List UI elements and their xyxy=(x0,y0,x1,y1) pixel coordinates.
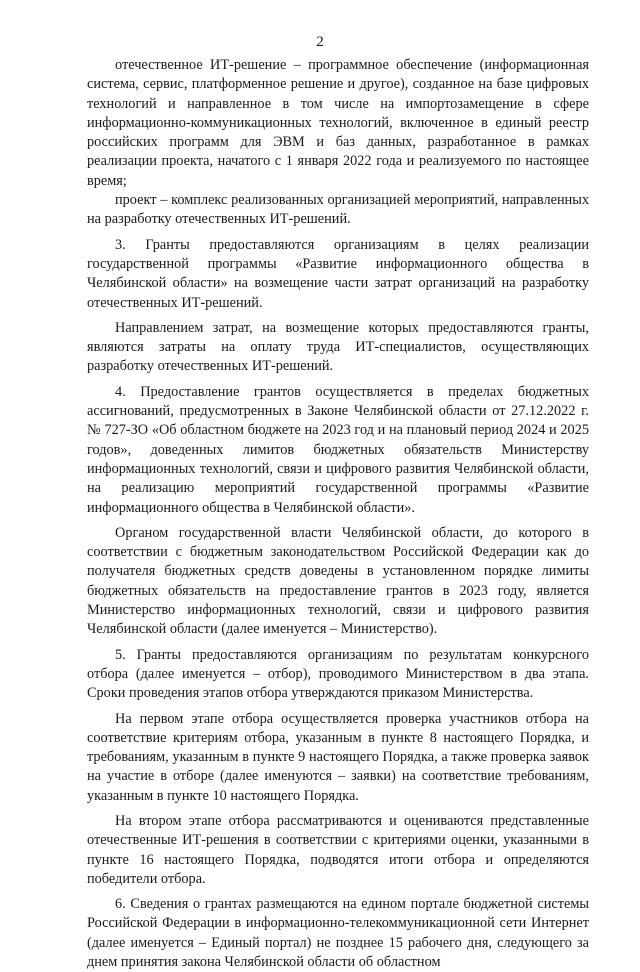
paragraph-authority: Органом государственной власти Челябинской области, до которого в соответствии с бюджетным законодательством Российской Федерации как до получателя бюджетных средств доведены в установленном порядке лимиты бюджетных обязательств на предоставление грантов в 2023 году, является Министерство информационных технологий, связи и цифрового развития Челябинской области (далее именуется – Министерство). xyxy=(87,524,589,638)
paragraph-item-3: 3. Гранты предоставляются организациям в целях реализации государственной программы «Развитие информационного общества в Челябинской области» на возмещение части затрат организаций на разработку отечественных ИТ-решений. xyxy=(87,236,589,311)
paragraph-first-stage: На первом этапе отбора осуществляется проверка участников отбора на соответствие критериям отбора, указанным в пункте 8 настоящего Порядка, и требованиям, указанным в пункте 9 настоящего Порядка, а также проверка заявок на участие в отборе (далее именуются – заявки) на соответствие требованиям, указанным в пункте 10 настоящего Порядка. xyxy=(87,710,589,804)
page-number: 2 xyxy=(316,34,324,50)
paragraph-definition-it-solution: отечественное ИТ-решение – программное обеспечение (информационная система, сервис, платформенное решение и другое), созданное на базе цифровых технологий и направленное в том числе на импортозамещение в сфере информационно-коммуникационных технологий, включенное в единый реестр российских программ для ЭВМ и баз данных, разработанное в рамках реализации проекта, начатого с 1 января 2022 года и реализуемого по настоящее время; xyxy=(87,57,589,189)
document-body xyxy=(87,56,589,972)
paragraph-item-6: 6. Сведения о грантах размещаются на едином портале бюджетной системы Российской Федерации в информационно-телекоммуникационной сети Интернет (далее именуется – Единый портал) не позднее 15 рабочего дня, следующего за днем принятия закона Челябинской области об областном xyxy=(87,896,589,971)
paragraph-definition-project: проект – комплекс реализованных организацией мероприятий, направленных на разработку отечественных ИТ-решений. xyxy=(87,192,589,228)
paragraph-item-5: 5. Гранты предоставляются организациям по результатам конкурсного отбора (далее именуется – отбор), проводимого Министерством в два этапа. Сроки проведения этапов отбора утверждаются приказом Министерства. xyxy=(87,646,589,702)
paragraph-second-stage: На втором этапе отбора рассматриваются и оцениваются представленные отечественные ИТ-решения в соответствии с критериями оценки, указанными в пункте 16 настоящего Порядка, подводятся итоги отбора и определяются победители отбора. xyxy=(87,812,589,887)
paragraph-cost-direction: Направлением затрат, на возмещение которых предоставляются гранты, являются затраты на оплату труда ИТ-специалистов, осуществляющих разработку отечественных ИТ-решений. xyxy=(87,319,589,375)
paragraph-item-4: 4. Предоставление грантов осуществляется в пределах бюджетных ассигнований, предусмотренных в Законе Челябинской области от 27.12.2022 г. № 727-ЗО «Об областном бюджете на 2023 год и на плановый период 2024 и 2025 годов», доведенных лимитов бюджетных обязательств Министерству информационных технологий, связи и цифрового развития Челябинской области, на реализацию мероприятий государственной программы «Развитие информационного общества в Челябинской области». xyxy=(87,383,589,516)
